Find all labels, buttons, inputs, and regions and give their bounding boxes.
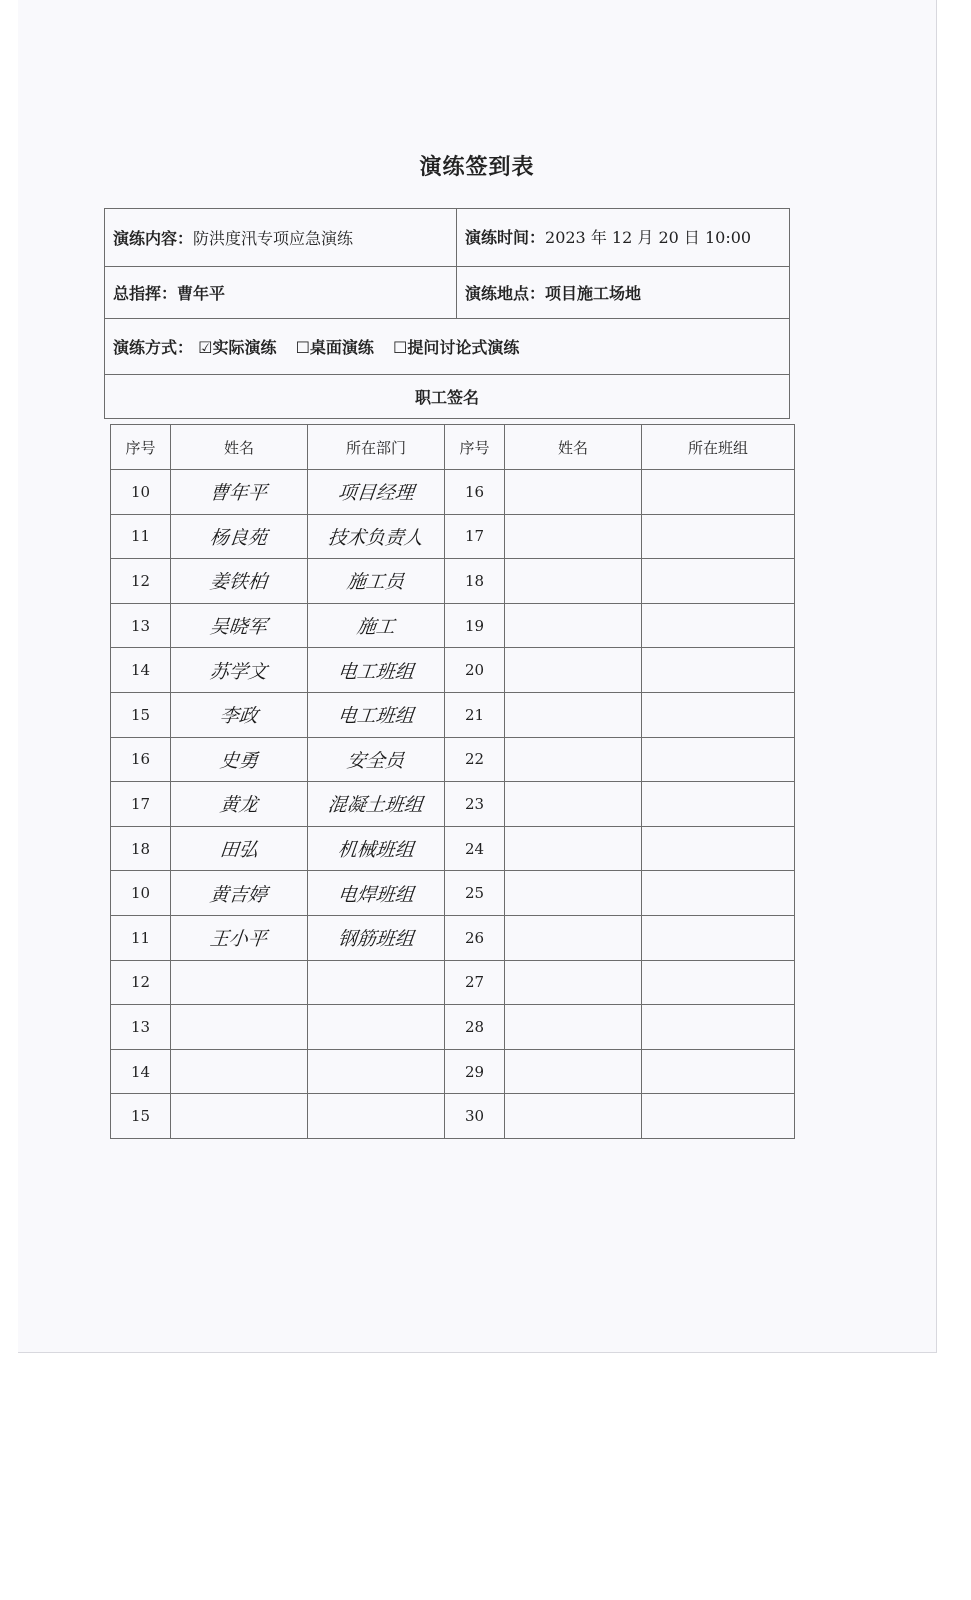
- table-row: [111, 1094, 795, 1139]
- right-number-text: 23: [464, 794, 485, 813]
- signature-section-header: 职工签名: [105, 375, 790, 419]
- signature-name-cell: [505, 737, 642, 782]
- signature-name-text: 黄龙: [218, 794, 259, 817]
- left-number-cell: [111, 782, 171, 827]
- signature-name-cell: [171, 737, 308, 782]
- department-text: 电工班组: [336, 660, 415, 683]
- col-header: 所在班组: [642, 425, 795, 470]
- right-number-cell: [445, 1049, 505, 1094]
- right-number-cell: [445, 648, 505, 693]
- signature-name-cell: [171, 1049, 308, 1094]
- right-number-cell: [445, 603, 505, 648]
- team-cell: [642, 470, 795, 515]
- location-value: 项目施工场地: [545, 284, 642, 303]
- col-header: 所在部门: [308, 425, 445, 470]
- left-number-text: 10: [130, 482, 151, 501]
- checked-box-icon: ☑: [198, 338, 213, 357]
- left-number-cell: [111, 737, 171, 782]
- table-row: [111, 737, 795, 782]
- left-number-cell: [111, 960, 171, 1005]
- department-cell: [308, 960, 445, 1005]
- left-number-text: 13: [130, 1017, 151, 1036]
- left-number-text: 15: [130, 705, 151, 724]
- col-header: 序号: [111, 425, 171, 470]
- department-cell: [308, 826, 445, 871]
- department-cell: [308, 692, 445, 737]
- department-cell: [308, 782, 445, 827]
- right-number-cell: [445, 737, 505, 782]
- empty-box-icon: ☐: [393, 338, 408, 357]
- department-cell: [308, 1094, 445, 1139]
- signature-name-cell: [505, 1094, 642, 1139]
- right-number-text: 17: [464, 527, 485, 546]
- drill-method-cell: [105, 319, 790, 375]
- team-cell: [642, 826, 795, 871]
- signature-name-text: 杨良苑: [209, 526, 269, 549]
- drill-method-label: 演练方式：: [113, 338, 194, 357]
- signature-name-text: 黄吉婷: [209, 883, 269, 906]
- method-option-actual: ☑实际演练: [198, 338, 277, 357]
- left-number-cell: [111, 470, 171, 515]
- table-row: [111, 871, 795, 916]
- commander-value: 曹年平: [177, 284, 226, 303]
- right-number-cell: [445, 915, 505, 960]
- signature-table: [110, 424, 795, 1139]
- left-number-text: 18: [130, 839, 151, 858]
- department-text: 项目经理: [336, 482, 415, 505]
- table-row: [111, 1005, 795, 1050]
- department-cell: [308, 603, 445, 648]
- drill-content-cell: [105, 209, 457, 267]
- left-number-text: 11: [130, 928, 151, 947]
- team-cell: [642, 603, 795, 648]
- left-number-text: 14: [130, 661, 151, 680]
- right-number-cell: [445, 960, 505, 1005]
- col-header: 序号: [445, 425, 505, 470]
- signature-name-text: 田弘: [218, 839, 259, 862]
- table-row: [111, 826, 795, 871]
- signature-name-cell: [505, 603, 642, 648]
- page-title: 演练签到表: [419, 154, 535, 180]
- team-cell: [642, 737, 795, 782]
- left-number-cell: [111, 915, 171, 960]
- right-number-cell: [445, 871, 505, 916]
- left-number-text: 11: [130, 527, 151, 546]
- department-cell: [308, 559, 445, 604]
- signature-name-cell: [171, 782, 308, 827]
- right-number-text: 27: [464, 973, 485, 992]
- right-number-cell: [445, 1094, 505, 1139]
- department-cell: [308, 871, 445, 916]
- signature-name-cell: [505, 692, 642, 737]
- left-number-text: 12: [130, 571, 151, 590]
- team-cell: [642, 1005, 795, 1050]
- left-number-cell: [111, 1049, 171, 1094]
- department-text: 机械班组: [336, 839, 415, 862]
- drill-time-label: 演练时间：: [465, 227, 546, 247]
- left-number-text: 16: [130, 750, 151, 769]
- team-cell: [642, 782, 795, 827]
- department-text: 施工员: [346, 571, 406, 594]
- location-label: 演练地点：: [465, 284, 546, 303]
- team-cell: [642, 915, 795, 960]
- team-cell: [642, 1094, 795, 1139]
- right-number-text: 16: [464, 482, 485, 501]
- signature-name-cell: [505, 915, 642, 960]
- department-cell: [308, 1005, 445, 1050]
- drill-info-table: [104, 208, 790, 419]
- left-number-cell: [111, 603, 171, 648]
- left-number-cell: [111, 1094, 171, 1139]
- location-cell: [457, 267, 790, 319]
- signature-name-cell: [505, 559, 642, 604]
- signature-name-text: 李政: [218, 705, 259, 728]
- right-number-text: 24: [464, 839, 485, 858]
- department-text: 安全员: [346, 749, 406, 772]
- right-number-cell: [445, 692, 505, 737]
- signature-name-cell: [171, 514, 308, 559]
- right-number-text: 26: [464, 928, 485, 947]
- left-number-cell: [111, 871, 171, 916]
- department-cell: [308, 648, 445, 693]
- right-number-text: 22: [464, 750, 485, 769]
- left-number-cell: [111, 692, 171, 737]
- left-number-text: 12: [130, 973, 151, 992]
- table-row: [111, 960, 795, 1005]
- right-number-text: 28: [464, 1017, 485, 1036]
- department-cell: [308, 915, 445, 960]
- right-number-text: 20: [464, 661, 485, 680]
- right-number-cell: [445, 559, 505, 604]
- table-header-row: [111, 425, 795, 470]
- department-text: 电工班组: [336, 705, 415, 728]
- right-number-cell: [445, 1005, 505, 1050]
- signature-name-cell: [505, 1049, 642, 1094]
- department-text: 施工: [355, 616, 396, 639]
- drill-content-label: 演练内容：: [113, 229, 194, 248]
- right-number-cell: [445, 826, 505, 871]
- right-number-cell: [445, 470, 505, 515]
- method-option-discussion: ☐提问讨论式演练: [393, 338, 520, 357]
- signature-name-cell: [171, 1094, 308, 1139]
- table-row: [111, 692, 795, 737]
- signature-name-cell: [171, 826, 308, 871]
- signature-name-text: 吴晓军: [209, 616, 269, 639]
- table-row: [111, 470, 795, 515]
- signature-name-cell: [171, 559, 308, 604]
- drill-time-cell: [457, 209, 790, 267]
- signature-name-cell: [171, 915, 308, 960]
- team-cell: [642, 1049, 795, 1094]
- left-number-text: 14: [130, 1062, 151, 1081]
- commander-cell: [105, 267, 457, 319]
- table-row: [111, 559, 795, 604]
- right-number-text: 29: [464, 1062, 485, 1081]
- signature-name-text: 姜铁柏: [209, 571, 269, 594]
- left-number-text: 10: [130, 884, 151, 903]
- signature-name-cell: [505, 960, 642, 1005]
- department-cell: [308, 1049, 445, 1094]
- table-row: [111, 915, 795, 960]
- department-text: 钢筋班组: [336, 928, 415, 951]
- department-cell: [308, 470, 445, 515]
- left-number-cell: [111, 1005, 171, 1050]
- signature-name-cell: [171, 871, 308, 916]
- empty-box-icon: ☐: [295, 338, 310, 357]
- signature-rows: [111, 470, 795, 1139]
- drill-content-value: 防洪度汛专项应急演练: [193, 229, 354, 248]
- signature-name-cell: [505, 871, 642, 916]
- signature-name-cell: [505, 826, 642, 871]
- table-row: [111, 648, 795, 693]
- signature-name-text: 曹年平: [209, 482, 269, 505]
- department-cell: [308, 737, 445, 782]
- right-number-text: 19: [464, 616, 485, 635]
- left-number-text: 17: [130, 794, 151, 813]
- signature-name-text: 苏学文: [209, 660, 269, 683]
- team-cell: [642, 960, 795, 1005]
- team-cell: [642, 559, 795, 604]
- signature-name-cell: [505, 782, 642, 827]
- signature-name-text: 史勇: [218, 749, 259, 772]
- team-cell: [642, 648, 795, 693]
- table-row: [111, 1049, 795, 1094]
- right-number-cell: [445, 782, 505, 827]
- table-row: [111, 514, 795, 559]
- col-header: 姓名: [171, 425, 308, 470]
- signature-name-text: 王小平: [209, 928, 269, 951]
- signature-name-cell: [171, 603, 308, 648]
- right-number-text: 18: [464, 571, 485, 590]
- left-number-text: 15: [130, 1107, 151, 1126]
- left-number-cell: [111, 559, 171, 604]
- department-text: 技术负责人: [327, 526, 425, 549]
- commander-label: 总指挥：: [113, 284, 178, 303]
- right-number-cell: [445, 514, 505, 559]
- team-cell: [642, 692, 795, 737]
- signature-name-cell: [505, 1005, 642, 1050]
- drill-time-value: 2023 年 12 月 20 日 10:00: [545, 227, 752, 247]
- table-row: [111, 782, 795, 827]
- signature-name-cell: [171, 1005, 308, 1050]
- signature-name-cell: [505, 514, 642, 559]
- left-number-cell: [111, 514, 171, 559]
- signature-name-cell: [171, 648, 308, 693]
- left-number-cell: [111, 826, 171, 871]
- left-number-cell: [111, 648, 171, 693]
- signature-name-cell: [505, 648, 642, 693]
- right-number-text: 25: [464, 884, 485, 903]
- department-text: 混凝土班组: [327, 794, 425, 817]
- table-row: [111, 603, 795, 648]
- signature-name-cell: [171, 692, 308, 737]
- department-text: 电焊班组: [336, 883, 415, 906]
- department-cell: [308, 514, 445, 559]
- signature-name-cell: [171, 960, 308, 1005]
- signature-name-cell: [171, 470, 308, 515]
- right-number-text: 30: [464, 1107, 485, 1126]
- left-number-text: 13: [130, 616, 151, 635]
- right-number-text: 21: [464, 705, 485, 724]
- method-option-tabletop: ☐桌面演练: [295, 338, 374, 357]
- team-cell: [642, 871, 795, 916]
- team-cell: [642, 514, 795, 559]
- col-header: 姓名: [505, 425, 642, 470]
- signature-name-cell: [505, 470, 642, 515]
